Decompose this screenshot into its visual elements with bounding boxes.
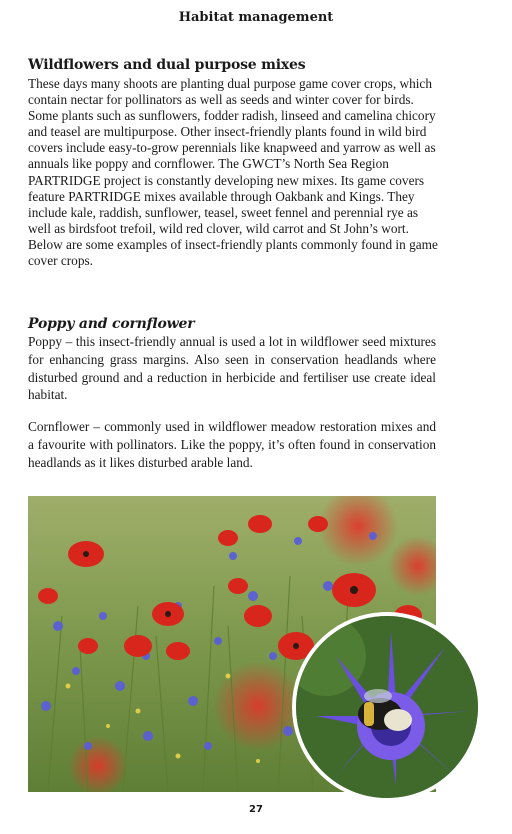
page-number: 27 bbox=[249, 804, 263, 815]
poppy-cornflower-heading: Poppy and cornflower bbox=[28, 316, 195, 332]
cornflower-paragraph: Cornflower – commonly used in wildflower meadow restoration mixes and a favourite with pollinators. Like the poppy, it’s often found in conservation headlands as it likes disturbed arable land. bbox=[28, 419, 436, 470]
section-header: Habitat management bbox=[178, 10, 334, 25]
bee-on-cornflower-inset bbox=[292, 612, 482, 802]
wildflowers-heading: Wildflowers and dual purpose mixes bbox=[28, 57, 306, 73]
wildflowers-body: These days many shoots are planting dual purpose game cover crops, which contain nectar for pollinators as well as seeds and winter cover for birds. Some plants such as sunflowers, fodder radish, linseed and camelina chicory and teasel are multipurpose. Other insect-friendly plants found in wild bird covers include easy-to-grow perennials like knapweed and yarrow as well as annuals like poppy and cornflower. The GWCT’s North Sea Region PARTRIDGE project is constantly developing new mixes. Its game covers feature PARTRIDGE mixes available through Oakbank and Kings. They include kale, raddish, sunflower, teasel, sweet fennel and perennial rye as well as birdsfoot trefoil, wild red clover, wild carrot and St John’s wort. Below are some examples of insect-friendly plants commonly found in game cover crops. bbox=[28, 76, 438, 269]
bee-cornflower-illustration bbox=[296, 616, 478, 798]
poppy-paragraph: Poppy – this insect-friendly annual is used a lot in wildflower seed mixtures for enhancing grass margins. Also seen in conservation headlands where disturbed ground and a reduction in herbicide and fertiliser use create ideal habitat. bbox=[28, 334, 436, 403]
